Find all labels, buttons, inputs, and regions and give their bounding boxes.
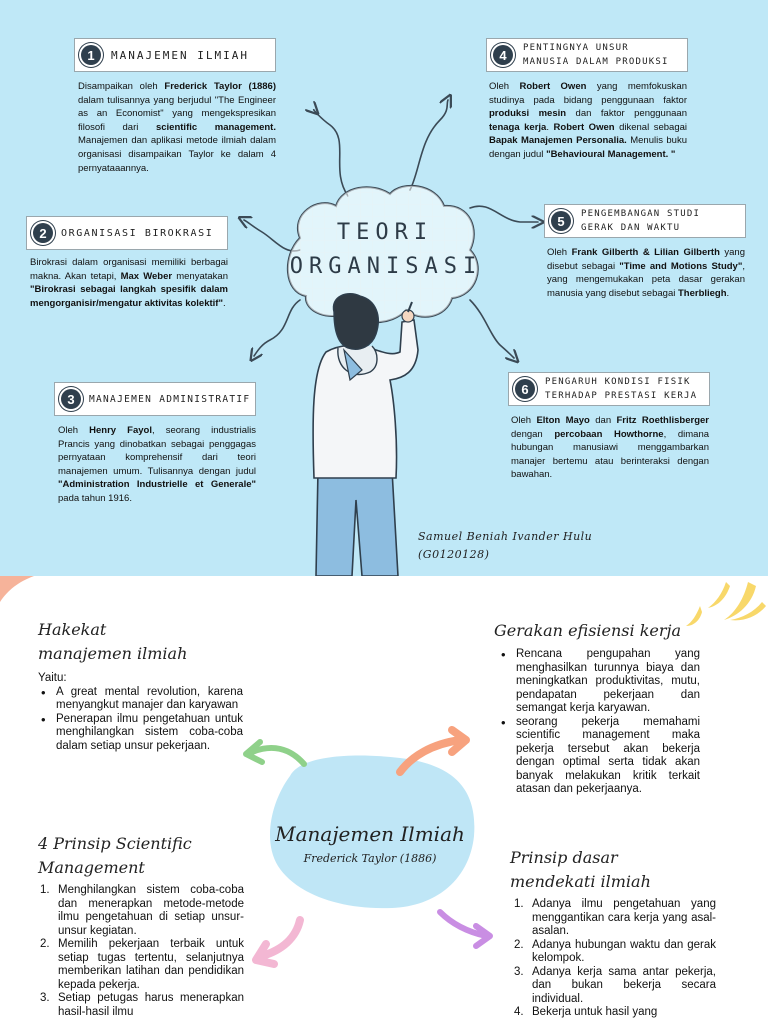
section-1-header [74,38,276,72]
section-number-badge: 4 [493,45,513,65]
list-item: 3. Setiap petugas harus menerapkan hasil-hasil ilmu [40,992,244,1018]
arrow-purple [440,912,486,936]
section-3-header [54,382,256,416]
section-2-text: Birokrasi dalam organisasi memiliki berbagai makna. Akan tetapi, Max Weber menyatakan "Birokrasi sebagai langkah spesifik dalam mengorganisir/mengatur aktivitas kolektif". [30,257,228,309]
section-3-text: Oleh Henry Fayol, seorang industrialis Prancis yang dinobatkan sebagai penggagas pernyataan komprehensif dari teori manajemen umum. Tulisannya dengan judul "Administration Industrielle et Generale" pada tahun 1916. [58,425,256,504]
arrow-to-section-3 [254,300,300,356]
list-item: • seorang pekerja memahami scientific management maka pekerja tersebut akan bekerja dengan optimal serta tidak akan banyak melakukan kritik terkait atasan dan pekerjaanya. [498,716,700,797]
hakekat-text: Yaitu: • A great mental revolution, karena menyangkut manajer dan karyawan • Penerapan ilmu pengetahuan untuk menghilangkan sistem coba-coba dalam setiap unsur pekerjaan. [38,672,243,753]
hakekat-title: Hakekat manajemen ilmiah [38,620,188,663]
gerakan-text [498,648,700,797]
section-number-badge: 3 [61,389,81,409]
section-number-badge: 2 [33,223,53,243]
section-title: PENGARUH KONDISI FISIK TERHADAP PRESTASI KERJA [545,377,698,401]
list-item: 1. Menghilangkan sistem coba-coba dan menerapkan metode-metode ilmu pengetahuan di setiap unsur-unsur kegiatan. [40,884,244,937]
list-item: 2. Adanya hubungan waktu dan gerak kelompok. [514,938,716,964]
section-6-text: Oleh Elton Mayo dan Fritz Roethlisberger dengan percobaan Howthorne, dimana hubungan manusiawi menggambarkan manajer bertemu atau berinteraksi dengan bawahan. [511,415,710,481]
section-title: MANAJEMEN ADMINISTRATIF [89,393,251,405]
cloud-title-line1: TEORI [336,220,434,245]
section-5-text: Oleh Frank Gilberth & Lilian Gilberth yang disebut sebagai "Time and Motions Study", yang mengemukakan peta dasar gerakan manusia yang disebut sebagai Therbliegh. [547,247,745,299]
list-item: 4. Bekerja untuk hasil yang [514,1006,658,1018]
list-item: • Rencana pengupahan yang menghasilkan turunnya biaya dan meningkatkan produktivitas, mutu, pendapatan pekerjaan dan semangat kerja karyawan. [498,648,700,716]
arrow-to-section-6 [470,300,514,358]
center-subtitle: Frederick Taylor (1886) [303,852,437,865]
list-item: 2. Memilih pekerjaan terbaik untuk setiap tugas tertentu, selanjutnya memberikan latihan dan pendidikan kepada pekerja. [40,938,244,991]
section-title: PENTINGNYA UNSUR MANUSIA DALAM PRODUKSI [523,43,669,67]
section-1-text: Disampaikan oleh Frederick Taylor (1886) dalam tulisannya yang berjudul "The Engineer as an Economist" yang mengekspresikan filosofi dari scientific management. Manajemen dan aplikasi metode ilmiah dalam organisasi disampaikan Taylor ke dalam 4 pernyataaannya. [78,81,276,174]
arrow-to-section-1 [314,110,348,196]
person-illustration [313,294,418,576]
corner-accent-left [0,576,34,602]
section-4-header [486,38,688,72]
section-6-header [508,372,710,406]
bottom-mindmap-panel [0,576,768,1024]
section-4-text: Oleh Robert Owen yang memfokuskan studinya pada bidang penggunaan faktor produksi mesin dan faktor penggunaan tenaga kerja. Robert Owen dikenal sebagai Bapak Manajemen Personalia. Menulis buku dengan judul "Behavioural Management. " [489,81,687,160]
arrow-pink [262,920,300,956]
list-item: • A great mental revolution, karena menyangkut manajer dan karyawan [38,686,243,713]
section-title: ORGANISASI BIROKRASI [61,227,214,239]
section-title: MANAJEMEN ILMIAH [111,48,249,62]
section-title: PENGEMBANGAN STUDI GERAK DAN WAKTU [581,209,701,233]
arrow-to-section-4 [410,100,448,190]
cloud-title-line2: ORGANISASI [289,254,483,279]
gerakan-title: Gerakan efisiensi kerja [494,621,682,640]
section-number-badge: 1 [81,45,101,65]
prinsip-dasar-title: Prinsip dasar mendekati ilmiah [510,848,651,891]
arrow-to-section-2 [244,220,300,251]
arrow-to-section-5 [470,206,538,222]
section-number-badge: 5 [551,211,571,231]
list-item: • Penerapan ilmu pengetahuan untuk menghilangkan sistem coba-coba dalam setiap unsur pekerjaan. [38,713,243,754]
yellow-sparkle-accent [686,582,766,626]
prinsip-dasar-text [514,898,716,1020]
section-5-header [544,204,746,238]
author-signature: Samuel Beniah Ivander Hulu (G0120128) [418,530,593,561]
prinsip4-text [40,884,244,1019]
section-2-header [26,216,228,250]
section-number-badge: 6 [515,379,535,399]
center-title: Manajemen Ilmiah [275,822,465,846]
prinsip4-title: 4 Prinsip Scientific Management [38,834,192,877]
list-item: 1. Adanya ilmu pengetahuan yang menggantikan cara kerja yang asal-asalan. [514,898,716,937]
list-item: 3. Adanya kerja sama antar pekerja, dan bukan bekerja secara individual. [514,965,716,1005]
